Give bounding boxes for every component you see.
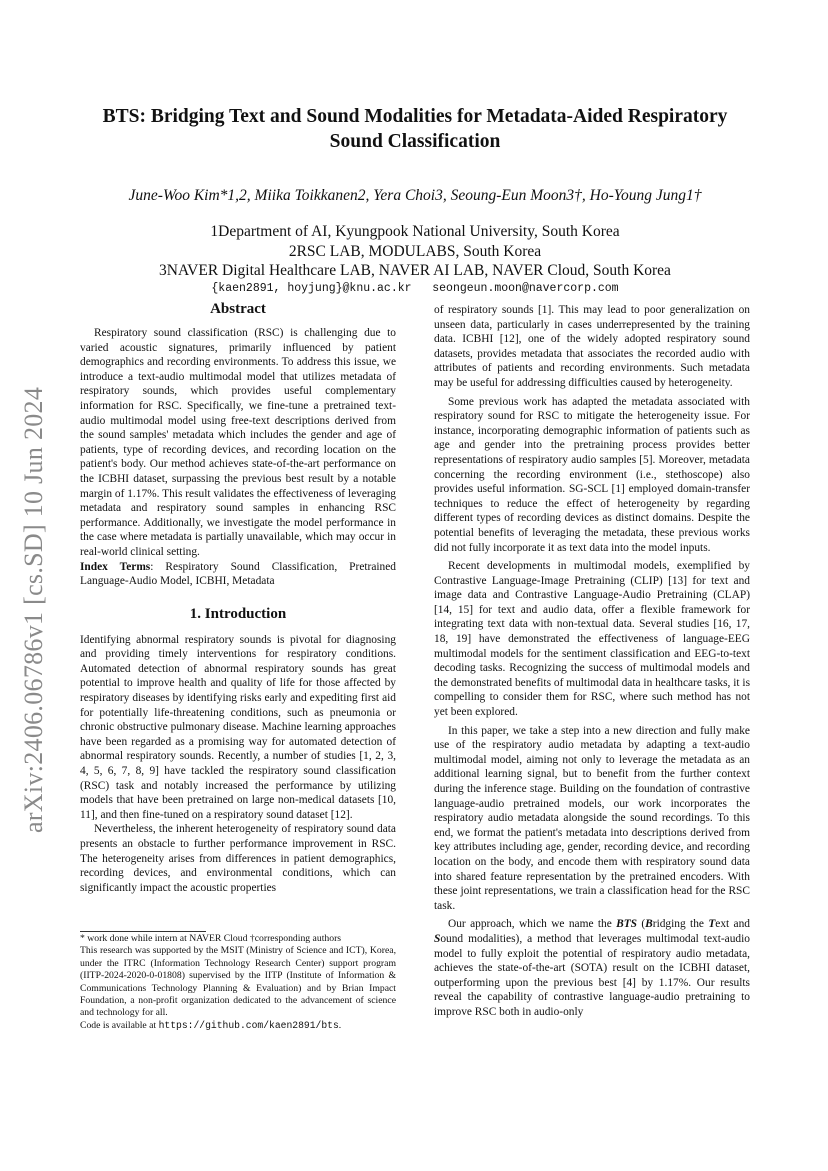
body-paragraph-1: of respiratory sounds [1]. This may lead to poor generalization on unseen data, particularly in cases underrepresented by the training data. ICBHI [12], one of the widely adopted respiratory sound datasets, provides metadata that associates the recorded audio with attributes of patients and recording environments. Such metadata may be useful for addressing difficulties caused by heterogeneity.	[434, 304, 750, 389]
body-paragraph-5	[434, 917, 750, 1019]
bts-acronym: BTS	[616, 918, 638, 931]
bts-ridging: ridging the	[652, 918, 709, 931]
affiliation-3: 3NAVER Digital Healthcare LAB, NAVER AI LAB, NAVER Cloud, South Korea	[159, 262, 671, 279]
bts-remainder: ound modalities), a method that leverages multimodal text-audio model to fully exploit the potential of respiratory audio metadata, achieves the state-of-the-art (SOTA) result on the ICBHI dataset, outperforming upon the previous best [4] by 1.17%. Our results reveal the capability of contrastive language-audio pretraining to improve RSC both in audio-only	[434, 932, 750, 1018]
bts-lead-text: Our approach, which we name the	[448, 918, 617, 931]
introduction-paragraph-2: Nevertheless, the inherent heterogeneity of respiratory sound data presents an obstacle to further performance improvement in RSC. The heterogeneity arises from differences in patient demographics, recording devices, and environmental conditions, which can significantly impact the acoustic properties	[80, 823, 396, 894]
bts-letter-b: B	[645, 918, 653, 931]
footnote-code	[80, 1020, 396, 1032]
index-terms	[80, 560, 396, 589]
bts-letter-s: S	[434, 932, 441, 945]
arxiv-identifier: arXiv:2406.06786v1 [cs.SD] 10 Jun 2024	[19, 386, 48, 834]
footnote-affiliation-note: * work done while intern at NAVER Cloud †corresponding authors	[80, 933, 342, 944]
footnote-divider	[80, 931, 206, 932]
body-paragraph-4: In this paper, we take a step into a new direction and fully make use of the respiratory audio metadata by adapting a text-audio multimodal model, aiming not only to leverage the metadata as an additional learning signal, but to benefit from the further context during the inference stage. Building on the foundation of contrastive language-audio pretrained models, our work incorporates the respiratory audio metadata alongside the sound recordings. To this end, we format the patient's metadata into descriptions derived from key attributes including age, gender, recording device, and recording location on the body, and encode them with respiratory sound data into shared feature representation by the pretrained encoders. With these joint representations, we train a classification head for the RSC task.	[434, 724, 750, 912]
author-emails: {kaen2891, hoyjung}@knu.ac.kr seongeun.moon@navercorp.com	[211, 282, 619, 295]
body-paragraph-2: Some previous work has adapted the metadata associated with respiratory sound for RSC to mitigate the heterogeneity issue. For instance, incorporating demographic information of patients such as age and gender into the pretraining process provides better representations of respiratory audio samples [5]. Moreover, metadata concerning the recording environment (i.e., stethoscope) also provides useful information. SG-SCL [1] employed domain-transfer techniques to reduce the effect of heterogeneity by regarding different types of recording devices as distinct domains. Despite the potential benefits of leveraging the metadata, these previous works did not fully incorporate it as text data into the model inputs.	[434, 395, 750, 554]
introduction-heading: 1. Introduction	[189, 605, 287, 622]
footnote-funding: This research was supported by the MSIT (Ministry of Science and ICT), Korea, under the ITRC (Information Technology Research Center) support program (IITP-2024-2020-0-01808) supervised by the IITP (Institute of Information & Communications Technology Planning & Evaluation) and by Brian Impact Foundation, a non-profit organization dedicated to the advancement of science and technology for all.	[80, 945, 396, 1019]
affiliation-2: 2RSC LAB, MODULABS, South Korea	[288, 242, 542, 260]
introduction-paragraph-1: Identifying abnormal respiratory sounds is pivotal for diagnosing and providing timely interventions for respiratory conditions. Automated detection of abnormal respiratory sounds has great potential to improve health and quality of life for those affected by respiratory diseases by identifying risks early and expediting first aid for potentially life-threatening conditions, such as pneumonia or chronic obstructive pulmonary disease. Machine learning approaches have been regarded as a promising way for automated detection of abnormal respiratory sounds. Recently, a number of studies [1, 2, 3, 4, 5, 6, 7, 8, 9] have tackled the respiratory sound classification (RSC) task and notably increased the performance by utilizing models that have been pretrained on large non-medical datasets [10, 11], and then fine-tuned on a respiratory sound dataset [12].	[80, 633, 396, 821]
abstract-text: Respiratory sound classification (RSC) is challenging due to varied acoustic signatures, primarily influenced by patient demographics and recording environments. To address this issue, we introduce a text-audio multimodal model that utilizes metadata of respiratory sounds, which provides useful complementary information for RSC. Specifically, we fine-tune a pretrained text-audio multimodal model using free-text descriptions derived from the sound samples' metadata which includes the gender and age of patients, type of recording devices, and recording location on the patient's body. Our method achieves state-of-the-art performance on the ICBHI dataset, surpassing the previous best result by a notable margin of 1.17%. This result validates the effectiveness of leveraging metadata and respiratory sound samples in enhancing RSC performance. Additionally, we investigate the model performance in the case where metadata is partially unavailable, which may occur in real-world clinical setting.	[80, 327, 397, 558]
index-terms-label: Index Terms	[80, 560, 151, 573]
bts-letter-t: T	[708, 918, 716, 931]
body-paragraph-3: Recent developments in multimodal models, exemplified by Contrastive Language-Image Pretraining (CLIP) [13] for text and image data and Contrastive Language-Audio Pretraining (CLAP) [14, 15] for text and audio data, offer a flexible framework for integrating text data with non-textual data. Several studies [16, 17, 18, 19] have demonstrated the effectiveness of language-EEG multimodal models for the sentiment classification and EEG-to-text decoding tasks. Recognizing the success of multimodal models and the demonstrated benefits of multimodal data in healthcare tasks, it is compelling to consider them for RSC, where such method has not yet been explored.	[434, 560, 751, 719]
abstract-heading: Abstract	[210, 301, 266, 317]
paper-title: BTS: Bridging Text and Sound Modalities for Metadata-Aided Respiratory Sound Classification	[102, 106, 728, 152]
left-column	[80, 300, 396, 895]
right-column	[434, 303, 750, 1024]
footnote-code-prefix: Code is available at	[80, 1019, 159, 1031]
bts-open-paren: (	[637, 918, 646, 931]
bts-ext-and: ext and	[715, 918, 750, 931]
affiliations	[80, 222, 750, 281]
author-list: June-Woo Kim*1,2, Miika Toikkanen2, Yera Choi3, Seoung-Eun Moon3†, Ho-Young Jung1†	[128, 187, 702, 204]
affiliation-1: 1Department of AI, Kyungpook National University, South Korea	[210, 223, 620, 240]
footnotes	[80, 933, 396, 1032]
code-repository-link[interactable]: https://github.com/kaen2891/bts	[158, 1019, 339, 1031]
index-terms-list: : Respiratory Sound Classification, Pretrained Language-Audio Model, ICBHI, Metadata	[80, 560, 396, 588]
footnote-code-suffix: .	[338, 1019, 342, 1031]
